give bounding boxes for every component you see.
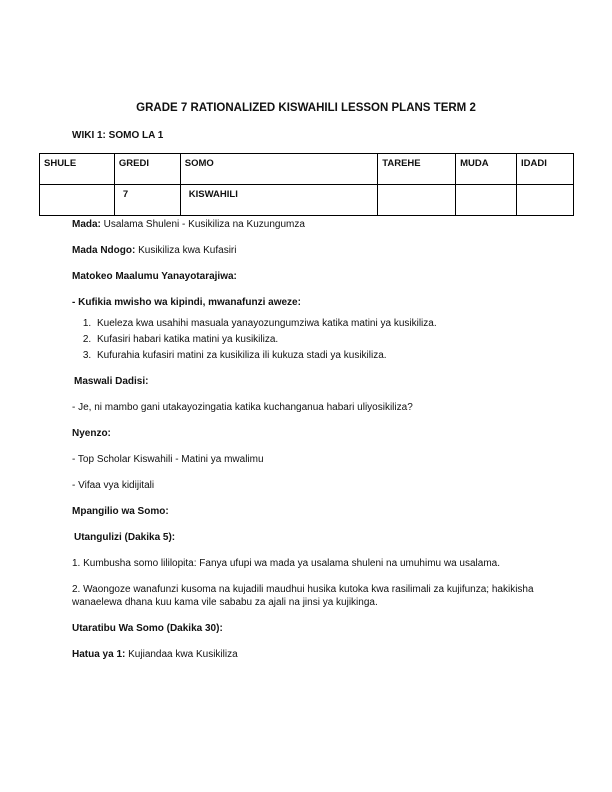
mada-ndogo-value: Kusikiliza kwa Kufasiri — [135, 245, 237, 256]
hatua-value: Kujiandaa kwa Kusikiliza — [125, 649, 238, 660]
utangulizi-step: 2. Waongoze wanafunzi kusoma na kujadili maudhui husika kutoka kwa rasilimali za kujifunza; hakikisha wanaelewa dhana kuu kama vile sababu za ajali na jinsi ya kujikinga. — [72, 584, 534, 608]
week-lesson-label: WIKI 1: SOMO LA 1 — [72, 130, 164, 141]
utangulizi-step: 1. Kumbusha somo lililopita: Fanya ufupi wa mada ya usalama shuleni na umuhimu wa usalama. — [72, 558, 501, 569]
cell-tarehe — [378, 185, 456, 216]
table-header-row — [40, 154, 574, 185]
mpangilio-heading: Mpangilio wa Somo: — [72, 506, 169, 517]
cell-idadi — [517, 185, 574, 216]
mada-ndogo-line — [72, 244, 552, 257]
outcomes-list — [72, 317, 552, 362]
utaratibu-heading: Utaratibu Wa Somo (Dakika 30): — [72, 623, 223, 634]
list-item: 2. Kufasiri habari katika matini ya kusikiliza. — [94, 333, 552, 346]
document-title: GRADE 7 RATIONALIZED KISWAHILI LESSON PLANS TERM 2 — [136, 102, 476, 114]
lesson-info-table — [39, 153, 574, 216]
cell-somo: KISWAHILI — [180, 185, 378, 216]
header-tarehe: TAREHE — [378, 154, 456, 185]
header-gredi: GREDI — [114, 154, 180, 185]
cell-gredi: 7 — [114, 185, 180, 216]
lesson-content — [72, 218, 552, 674]
hatua-line — [72, 648, 552, 661]
maswali-heading: Maswali Dadisi: — [74, 376, 149, 387]
mada-line — [72, 218, 552, 231]
mada-value: Usalama Shuleni - Kusikiliza na Kuzungumza — [100, 219, 305, 230]
cell-shule — [40, 185, 115, 216]
kufikia-line: - Kufikia mwisho wa kipindi, mwanafunzi aweze: — [72, 297, 301, 308]
mada-ndogo-label: Mada Ndogo: — [72, 245, 136, 256]
nyenzo-item: - Top Scholar Kiswahili - Matini ya mwalimu — [72, 454, 264, 465]
nyenzo-item: - Vifaa vya kidijitali — [72, 480, 155, 491]
nyenzo-heading: Nyenzo: — [72, 428, 111, 439]
utangulizi-heading: Utangulizi (Dakika 5): — [74, 532, 176, 543]
mada-label: Mada: — [72, 219, 101, 230]
cell-muda — [456, 185, 517, 216]
maswali-text: - Je, ni mambo gani utakayozingatia katika kuchanganua habari uliyosikiliza? — [72, 402, 413, 413]
list-item: 1. Kueleza kwa usahihi masuala yanayozungumziwa katika matini ya kusikiliza. — [94, 317, 552, 330]
table-row — [40, 185, 574, 216]
matokeo-heading: Matokeo Maalumu Yanayotarajiwa: — [72, 271, 237, 282]
header-somo: SOMO — [180, 154, 378, 185]
header-shule: SHULE — [40, 154, 115, 185]
hatua-label: Hatua ya 1: — [72, 649, 126, 660]
header-idadi: IDADI — [517, 154, 574, 185]
list-item: 3. Kufurahia kufasiri matini za kusikiliza ili kukuza stadi ya kusikiliza. — [94, 349, 552, 362]
header-muda: MUDA — [456, 154, 517, 185]
